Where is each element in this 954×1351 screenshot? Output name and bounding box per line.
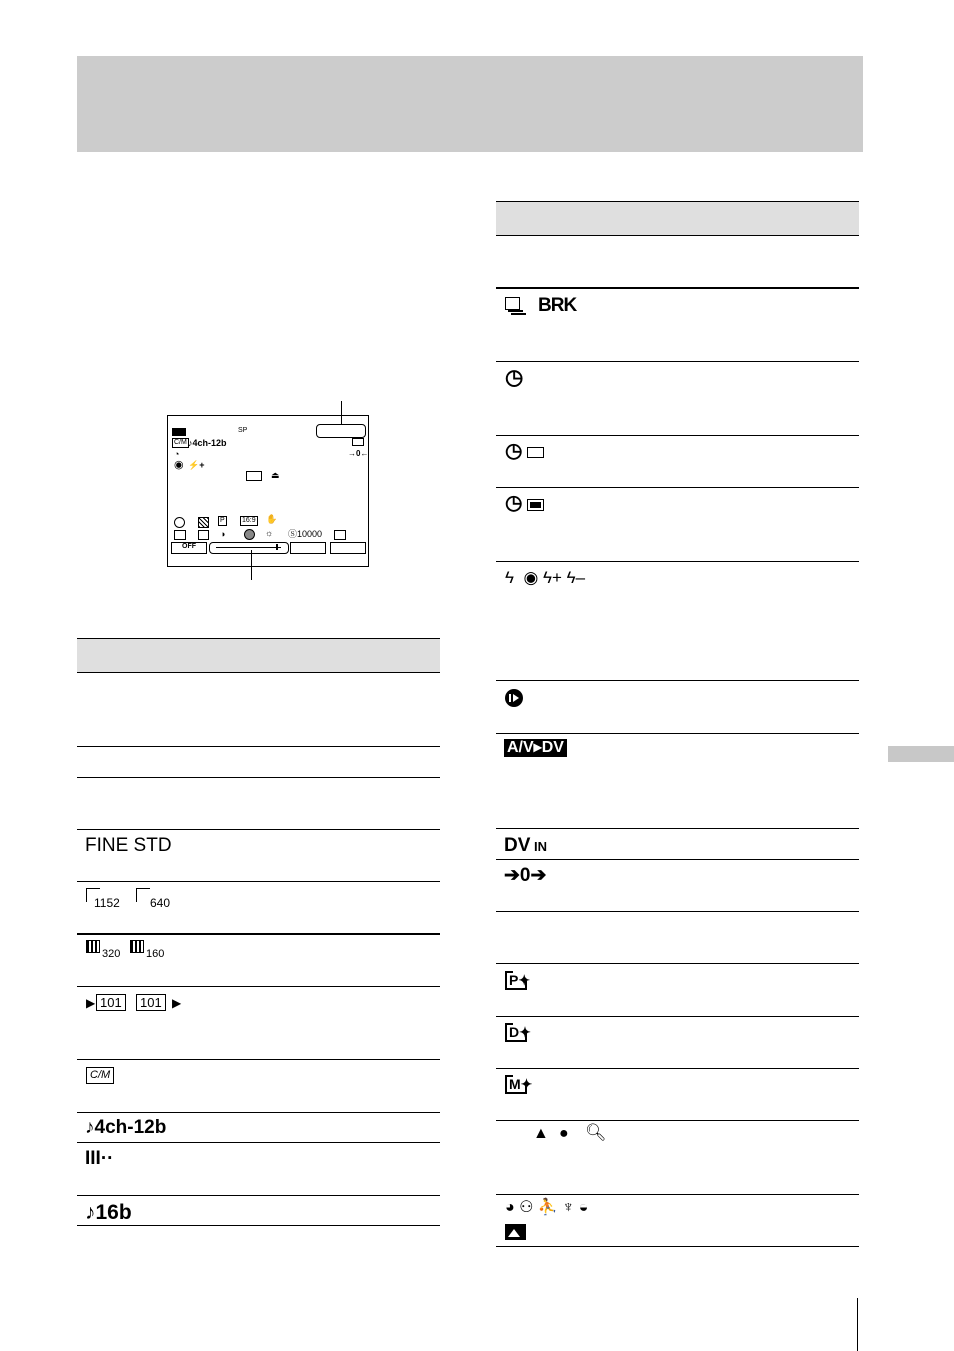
callout-line-bottom: [251, 550, 252, 580]
tape-icon: [352, 438, 364, 446]
zero-set-indicator: →0←: [348, 449, 369, 458]
spot-focus-icon: 🔍︎: [585, 1123, 607, 1142]
right-table-rule: [496, 1068, 859, 1069]
audio-16b-icon: ♪16b: [85, 1201, 132, 1224]
right-table-rule: [496, 733, 859, 734]
right-table-rule: [496, 1246, 859, 1247]
right-table-rule: [496, 1194, 859, 1195]
right-table-rule: [496, 963, 859, 964]
memory-mix-icon: [174, 530, 186, 540]
left-table-rule: [77, 986, 440, 987]
self-timer-icon: ◷: [505, 366, 524, 389]
left-table-rule: [77, 829, 440, 830]
no-tape-icon: [246, 471, 262, 481]
digital-effect-d-icon: D✦: [505, 1023, 531, 1043]
memory-mix-m-icon: M✦: [505, 1075, 531, 1095]
right-table-rule: [496, 235, 859, 236]
battery-icon: [172, 428, 186, 436]
bracket-icon: BRK: [538, 295, 577, 316]
cm-indicator: C/M: [174, 439, 187, 446]
right-table-rule: [496, 680, 859, 681]
tape-button-frame: [290, 542, 326, 554]
picture-effect-p-icon: P✦: [505, 971, 531, 991]
quality-icons: FINE STD: [85, 835, 172, 856]
nightshot-icon: [505, 689, 523, 707]
exposure-icon: [244, 529, 255, 540]
left-table-rule: [77, 746, 440, 747]
dv-in-icon: DV IN: [504, 835, 548, 856]
right-table-rule: [496, 487, 859, 488]
left-table-rule: [77, 638, 440, 639]
av-to-dv-icon: A/V▸DV: [504, 739, 567, 757]
left-table-rule: [77, 1225, 440, 1226]
zoom-bar-track: [216, 547, 281, 548]
right-table-rule: [496, 1016, 859, 1017]
aperture-icon: [334, 530, 346, 540]
frame-rec-icon: ◷: [505, 492, 523, 514]
end-button-frame: [330, 542, 366, 554]
white-balance-icon: ☼: [265, 528, 274, 538]
movie-size-160-icon: 160: [130, 940, 170, 962]
lcd-screen-diagram: [167, 415, 369, 567]
program-ae-icons: ◕ ⚇ ⛹ ♆ ◒: [505, 1199, 589, 1216]
left-table-header: [77, 639, 440, 672]
right-table-rule: [496, 201, 859, 202]
red-eye-small-icon: ◉: [174, 459, 184, 471]
continuous-shooting-icon: [505, 297, 527, 317]
eject-icon: ⏏: [271, 470, 280, 480]
title-banner: [77, 56, 863, 152]
picture-effect-icon: [198, 517, 209, 528]
off-label: OFF: [182, 543, 196, 550]
left-table-rule: [77, 1195, 440, 1196]
left-table-rule: [77, 1059, 440, 1060]
left-table-rule: [77, 672, 440, 673]
right-table-rule: [496, 859, 859, 860]
right-table-rule: [496, 361, 859, 362]
flash-icons: ϟ ◉ ϟ+ ϟ–: [505, 568, 586, 587]
steady-shot-icon: ✋: [266, 514, 278, 524]
spot-meter-icon: [198, 530, 209, 540]
image-size-1152-icon: 1152: [86, 888, 126, 910]
right-table-rule: [496, 287, 859, 289]
right-table-header: [496, 201, 859, 235]
image-size-640-icon: 640: [136, 888, 176, 910]
zero-set-memory-icon: ➔0➔: [504, 865, 547, 886]
movie-size-320-icon: 320: [86, 940, 126, 962]
shutter-speed-indicator: Ⓢ10000: [288, 529, 323, 539]
right-table-rule: [496, 828, 859, 829]
focus-icon: ◑: [220, 529, 226, 539]
audio-level-icon: III··: [85, 1148, 114, 1169]
audio-4ch-icon: ♪4ch-12b: [85, 1117, 167, 1138]
callout-line-top: [341, 401, 342, 425]
left-table-rule: [77, 881, 440, 882]
wide-ratio-indicator: 16:9: [242, 517, 256, 524]
flash-plus-indicator: ⚡+: [188, 460, 205, 470]
sp-indicator: SP: [238, 427, 248, 434]
program-ae-icon: [174, 517, 185, 528]
right-table-rule: [496, 1120, 859, 1121]
counter-box: [316, 424, 366, 438]
memory-icon: [527, 499, 544, 511]
self-timer-small-icon: ◔: [174, 449, 180, 459]
p-effect-indicator: P: [220, 517, 225, 524]
zoom-bar-thumb: [276, 544, 278, 550]
interval-rec-icon: ◷: [505, 440, 523, 462]
left-table-rule: [77, 777, 440, 778]
page-number-rule: [857, 1298, 858, 1351]
right-table-rule: [496, 911, 859, 912]
audio-mode-indicator: ♪4ch-12b: [188, 438, 227, 448]
landscape-icon: [505, 1224, 526, 1240]
section-index-tab: [888, 746, 954, 762]
cassette-memory-icon: C/M: [86, 1067, 114, 1084]
left-table-rule: [77, 1142, 440, 1143]
tape-icon: [527, 447, 544, 458]
right-table-rule: [496, 561, 859, 562]
portrait-focus-icon: ●: [559, 1125, 569, 1142]
infinity-focus-icon: ▲: [533, 1125, 549, 1142]
left-table-rule: [77, 1112, 440, 1113]
left-table-rule: [77, 933, 440, 935]
right-table-rule: [496, 435, 859, 436]
